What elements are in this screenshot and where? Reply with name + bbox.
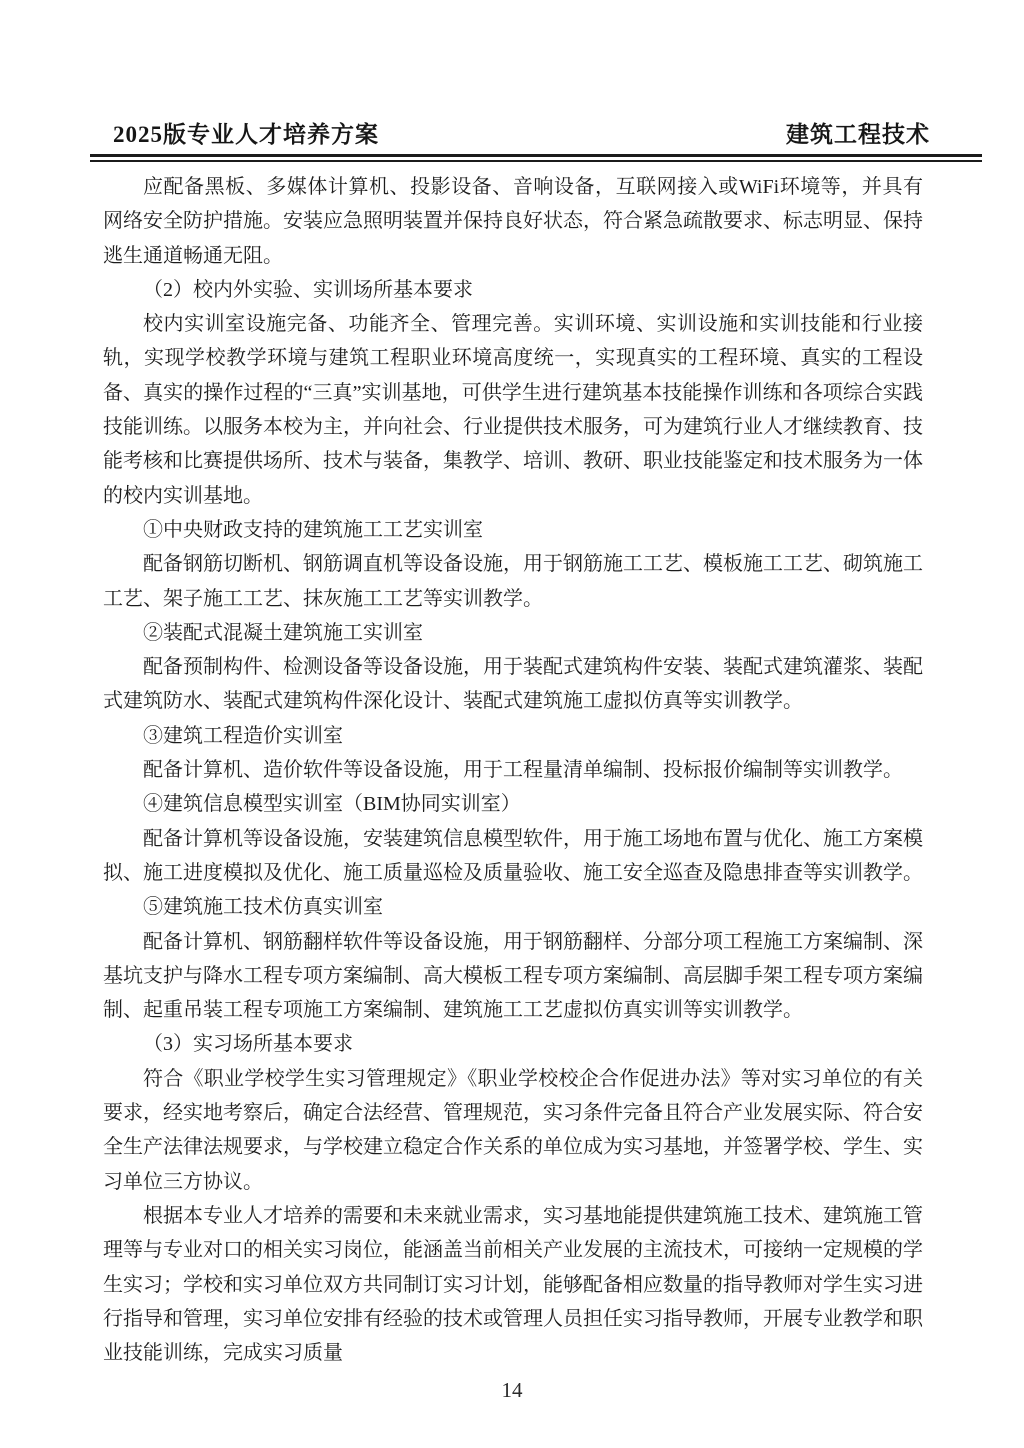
paragraph: 符合《职业学校学生实习管理规定》《职业学校校企合作促进办法》等对实习单位的有关要求，经实地考察后，确定合法经营、管理规范，实习条件完备且符合产业发展实际、符合安全生产法律法规要求，与学校建立稳定合作关系的单位成为实习基地，并签署学校、学生、实习单位三方协议。 [103, 1067, 923, 1193]
paragraph: 应配备黑板、多媒体计算机、投影设备、音响设备，互联网接入或WiFi环境等，并具有网络安全防护措施。安装应急照明装置并保持良好状态，符合紧急疏散要求、标志明显、保持逃生通道畅通无阻。 [103, 176, 923, 267]
page-number: 14 [501, 1378, 523, 1402]
paragraph: 配备钢筋切断机、钢筋调直机等设备设施，用于钢筋施工工艺、模板施工工艺、砌筑施工工艺、架子施工工艺、抹灰施工工艺等实训教学。 [103, 553, 923, 610]
paragraph: 根据本专业人才培养的需要和未来就业需求，实习基地能提供建筑施工技术、建筑施工管理等与专业对口的相关实习岗位，能涵盖当前相关产业发展的主流技术，可接纳一定规模的学生实习；学校和实习单位双方共同制订实习计划，能够配备相应数量的指导教师对学生实习进行指导和管理，实习单位安排有经验的技术或管理人员担任实习指导教师，开展专业教学和职业技能训练，完成实习质量 [103, 1204, 923, 1365]
header-double-rule [90, 154, 982, 162]
section-heading: ①中央财政支持的建筑施工工艺实训室 [143, 518, 483, 541]
header-titles [90, 116, 982, 154]
section-heading: （3）实习场所基本要求 [143, 1033, 353, 1056]
paragraph: 校内实训室设施完备、功能齐全、管理完善。实训环境、实训设施和实训技能和行业接轨，实现学校教学环境与建筑工程职业环境高度统一，实现真实的工程环境、真实的工程设备、真实的操作过程的“三真”实训基地，可供学生进行建筑基本技能操作训练和各项综合实践技能训练。以服务本校为主，并向社会、行业提供技术服务，可为建筑行业人才继续教育、技能考核和比赛提供场所、技术与装备，集教学、培训、教研、职业技能鉴定和技术服务为一体的校内实训基地。 [103, 313, 923, 507]
page-header [90, 116, 982, 162]
paragraph: 配备计算机、造价软件等设备设施，用于工程量清单编制、投标报价编制等实训教学。 [143, 759, 903, 782]
document-body [103, 170, 923, 1370]
section-heading: ②装配式混凝土建筑施工实训室 [143, 621, 423, 644]
section-heading: ③建筑工程造价实训室 [143, 724, 343, 747]
paragraph: 配备预制构件、检测设备等设备设施，用于装配式建筑构件安装、装配式建筑灌浆、装配式建筑防水、装配式建筑构件深化设计、装配式建筑施工虚拟仿真等实训教学。 [103, 656, 923, 713]
section-heading: （2）校内外实验、实训场所基本要求 [143, 278, 473, 301]
section-heading: ⑤建筑施工技术仿真实训室 [143, 896, 383, 919]
header-left-title: 2025版专业人才培养方案 [113, 122, 379, 147]
header-right-title: 建筑工程技术 [786, 122, 930, 147]
page-footer [0, 1378, 1024, 1403]
section-heading: ④建筑信息模型实训室（BIM协同实训室） [143, 793, 521, 816]
paragraph: 配备计算机、钢筋翻样软件等设备设施，用于钢筋翻样、分部分项工程施工方案编制、深基坑支护与降水工程专项方案编制、高大模板工程专项方案编制、高层脚手架工程专项方案编制、起重吊装工程专项施工方案编制、建筑施工工艺虚拟仿真实训等实训教学。 [103, 930, 923, 1022]
paragraph: 配备计算机等设备设施，安装建筑信息模型软件，用于施工场地布置与优化、施工方案模拟、施工进度模拟及优化、施工质量巡检及质量验收、施工安全巡查及隐患排查等实训教学。 [103, 827, 923, 884]
